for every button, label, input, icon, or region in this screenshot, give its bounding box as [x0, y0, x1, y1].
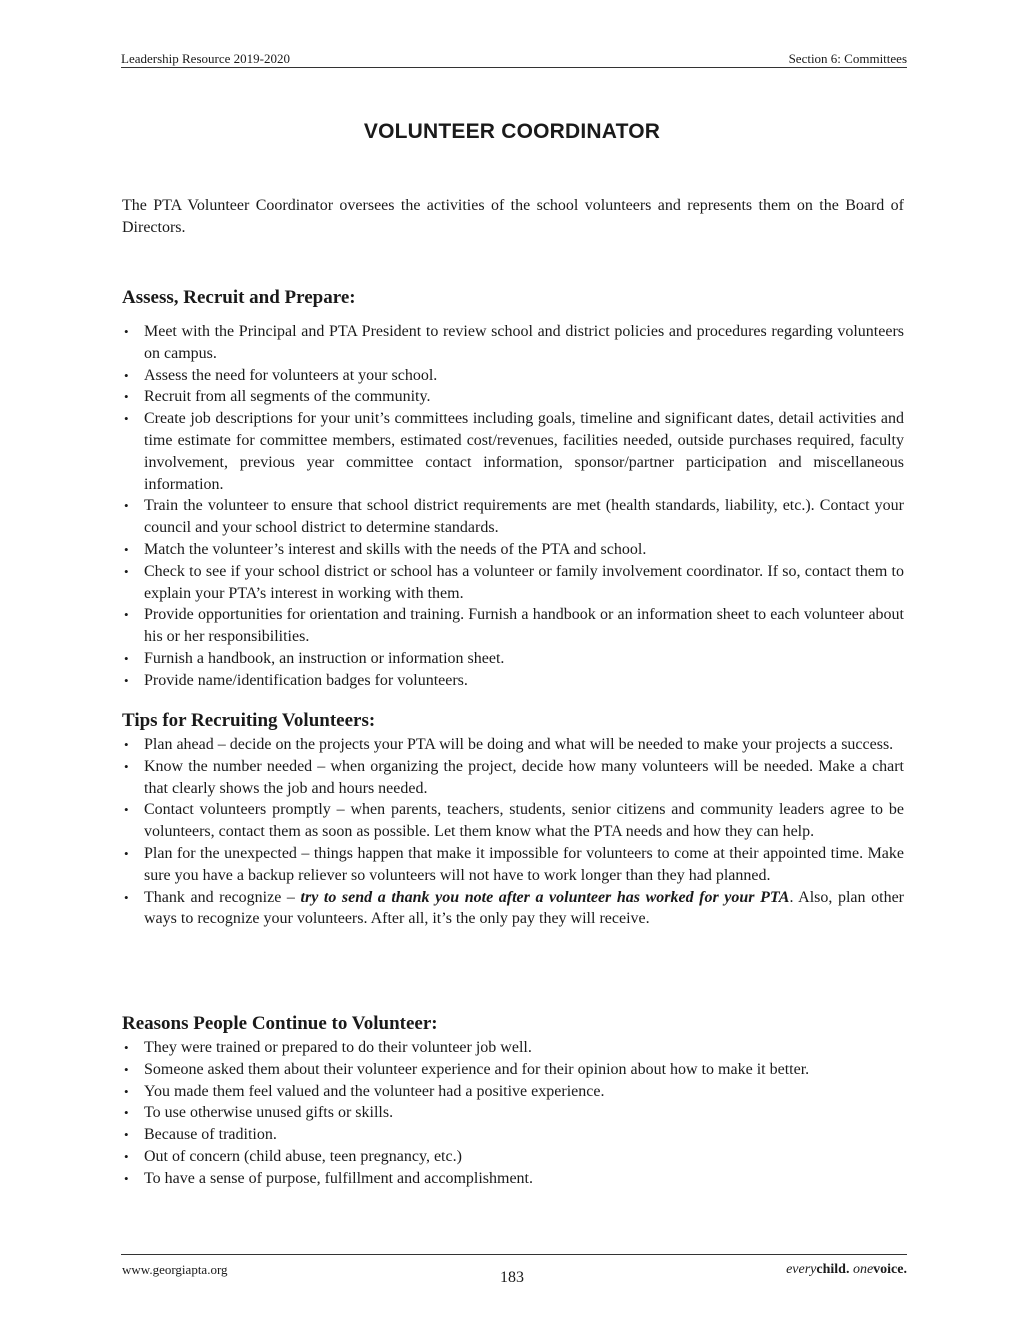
list-item: • Create job descriptions for your unit’s committees including goals, timeline and significant dates, detail activities and time estimate for committee members, estimated cost/revenues, facilities needed, outside purchases required, faculty involvement, previous year committee contact information, sponsor/partner participation and miscellaneous information.	[124, 410, 904, 493]
list-item: • Furnish a handbook, an instruction or information sheet.	[122, 648, 904, 670]
list-item: • Someone asked them about their volunteer experience and for their opinion about how to make it better.	[122, 1059, 904, 1081]
bullet-icon: •	[124, 607, 129, 623]
bullet-icon: •	[124, 889, 129, 905]
bullet-icon: •	[124, 1040, 129, 1055]
bullet-icon: •	[124, 1170, 129, 1186]
bullet-icon: •	[124, 411, 129, 427]
list-item: • To use otherwise unused gifts or skills.	[122, 1102, 904, 1124]
bullet-icon: •	[124, 1061, 129, 1077]
bullet-icon: •	[124, 1105, 129, 1121]
footer-divider	[121, 1254, 907, 1255]
list-item: • Recruit from all segments of the community.	[122, 386, 904, 408]
list-item: • Check to see if your school district or school has a volunteer or family involvement coordinator. If so, contact them to explain your PTA’s interest in working with them.	[124, 562, 904, 602]
bullet-icon: •	[124, 563, 129, 579]
bullet-icon: •	[124, 1083, 129, 1099]
list-item: • Because of tradition.	[122, 1124, 904, 1146]
section-reasons	[122, 1012, 904, 1190]
list-item: • Plan ahead – decide on the projects your PTA will be doing and what will be needed to make your projects a success.	[122, 734, 904, 756]
section-tips	[122, 709, 904, 930]
bullet-icon: •	[124, 324, 129, 339]
section-heading: Reasons People Continue to Volunteer:	[122, 1013, 438, 1034]
header-right: Section 6: Committees	[788, 51, 907, 66]
page-header	[121, 50, 907, 68]
list-item: • To have a sense of purpose, fulfillment and accomplishment.	[122, 1168, 904, 1190]
list-item: • They were trained or prepared to do their volunteer job well.	[122, 1037, 904, 1059]
section-assess	[122, 286, 904, 692]
bullet-icon: •	[124, 1127, 129, 1143]
bullet-list	[122, 734, 904, 930]
list-item: • Contact volunteers promptly – when parents, teachers, students, senior citizens and community leaders agree to be volunteers, contact them as soon as possible. Let them know what the PTA needs and how they can help.	[124, 801, 904, 841]
footer-website: www.georgiapta.org	[122, 1262, 228, 1277]
list-item: • You made them feel valued and the volunteer had a positive experience.	[122, 1081, 904, 1103]
header-left: Leadership Resource 2019-2020	[121, 51, 290, 66]
bullet-icon: •	[124, 758, 129, 774]
page-number: 183	[500, 1269, 524, 1286]
list-item: • Train the volunteer to ensure that school district requirements are met (health standards, liability, etc.). Contact your council and your school district to determine standards.	[124, 497, 904, 537]
bullet-list	[122, 321, 904, 692]
list-item: • Out of concern (child abuse, teen pregnancy, etc.)	[122, 1146, 904, 1168]
list-item: • Thank and recognize – try to send a thank you note after a volunteer has worked for your PTA. Also, plan other ways to recognize your volunteers. After all, it’s the only pay they will receive.	[124, 888, 905, 928]
bullet-icon: •	[124, 498, 129, 514]
list-item: • Plan for the unexpected – things happen that make it impossible for volunteers to come at their appointed time. Make sure you have a backup reliever so volunteers will not have to work longer than they had planned.	[124, 844, 904, 884]
bullet-list	[122, 1037, 904, 1190]
list-item: • Provide opportunities for orientation and training. Furnish a handbook or an information sheet to each volunteer about his or her responsibilities.	[124, 606, 904, 646]
section-heading: Assess, Recruit and Prepare:	[122, 287, 356, 308]
list-item: • Know the number needed – when organizing the project, decide how many volunteers will be needed. Make a chart that clearly shows the job and hours needed.	[124, 757, 904, 797]
list-item: • Assess the need for volunteers at your school.	[122, 365, 904, 387]
page-title: VOLUNTEER COORDINATOR	[363, 120, 661, 143]
section-heading: Tips for Recruiting Volunteers:	[122, 710, 376, 731]
bullet-icon: •	[124, 650, 129, 666]
bullet-icon: •	[124, 1148, 129, 1164]
bullet-icon: •	[124, 672, 129, 688]
list-item: • Provide name/identification badges for volunteers.	[122, 670, 904, 692]
bullet-icon: •	[124, 541, 129, 557]
bullet-icon: •	[124, 737, 129, 752]
list-item: • Match the volunteer’s interest and skills with the needs of the PTA and school.	[122, 539, 904, 561]
bullet-icon: •	[124, 802, 129, 818]
bullet-icon: •	[124, 845, 129, 861]
list-item: • Meet with the Principal and PTA President to review school and district policies and procedures regarding volunteers on campus.	[124, 323, 904, 362]
footer-tagline: everychild. onevoice.	[786, 1262, 907, 1277]
bullet-icon: •	[124, 389, 129, 405]
bullet-icon: •	[124, 367, 129, 383]
intro-paragraph: The PTA Volunteer Coordinator oversees the activities of the school volunteers and represents them on the Board of Directors.	[122, 197, 904, 236]
